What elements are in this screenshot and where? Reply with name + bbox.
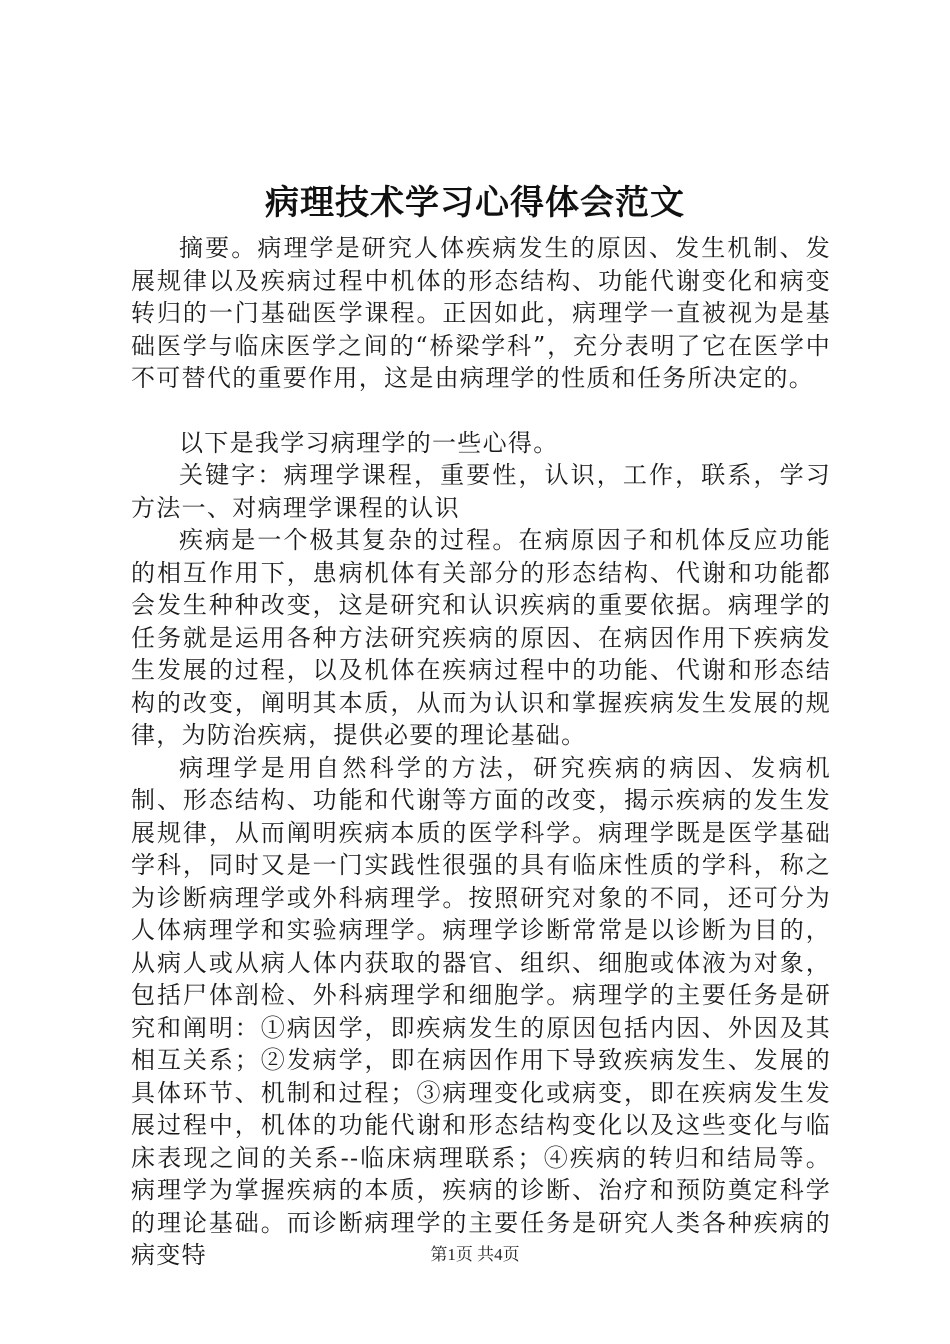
body-paragraph: 疾病是一个极其复杂的过程。在病原因子和机体反应功能的相互作用下，患病机体有关部分的形态结构、代谢和功能都会发生种种改变，这是研究和认识疾病的重要依据。病理学的任务就是运用各种方法研究疾病的原因、在病因作用下疾病发生发展的过程，以及机体在疾病过程中的功能、代谢和形态结构的改变，阐明其本质，从而为认识和掌握疾病发生发展的规律，为防治疾病，提供必要的理论基础。: [131, 526, 831, 749]
body-paragraph: 病理学是用自然科学的方法，研究疾病的病因、发病机制、形态结构、功能和代谢等方面的改变，揭示疾病的发生发展规律，从而阐明疾病本质的医学科学。病理学既是医学基础学科，同时又是一门实践性很强的具有临床性质的学科，称之为诊断病理学或外科病理学。按照研究对象的不同，还可分为人体病理学和实验病理学。病理学诊断常常是以诊断为目的，从病人或从病人体内获取的器官、组织、细胞或体液为对象，包括尸体剖检、外科病理学和细胞学。病理学的主要任务是研究和阐明：①病因学，即疾病发生的原因包括内因、外因及其相互关系；②发病学，即在病因作用下导致疾病发生、发展的具体环节、机制和过程；③病理变化或病变，即在疾病发生发展过程中，机体的功能代谢和形态结构变化以及这些变化与临床表现之间的关系--临床病理联系；④疾病的转归和结局等。病理学为掌握疾病的本质，疾病的诊断、治疗和预防奠定科学的理论基础。而诊断病理学的主要任务是研究人类各种疾病的病变特: [131, 753, 831, 1269]
document-title: 病理技术学习心得体会范文: [265, 183, 685, 223]
intro-paragraph: 以下是我学习病理学的一些心得。: [179, 428, 559, 457]
document-body: [131, 232, 831, 1272]
keywords-paragraph: 关键字：病理学课程，重要性，认识，工作，联系，学习方法一、对病理学课程的认识: [131, 461, 831, 522]
page-number-footer: 第1页 共4页: [430, 1245, 520, 1264]
abstract-paragraph: 摘要。病理学是研究人体疾病发生的原因、发生机制、发展规律以及疾病过程中机体的形态结构、功能代谢变化和病变转归的一门基础医学课程。正因如此，病理学一直被视为是基础医学与临床医学之间的“桥梁学科”，充分表明了它在医学中不可替代的重要作用，这是由病理学的性质和任务所决定的。: [131, 234, 831, 392]
